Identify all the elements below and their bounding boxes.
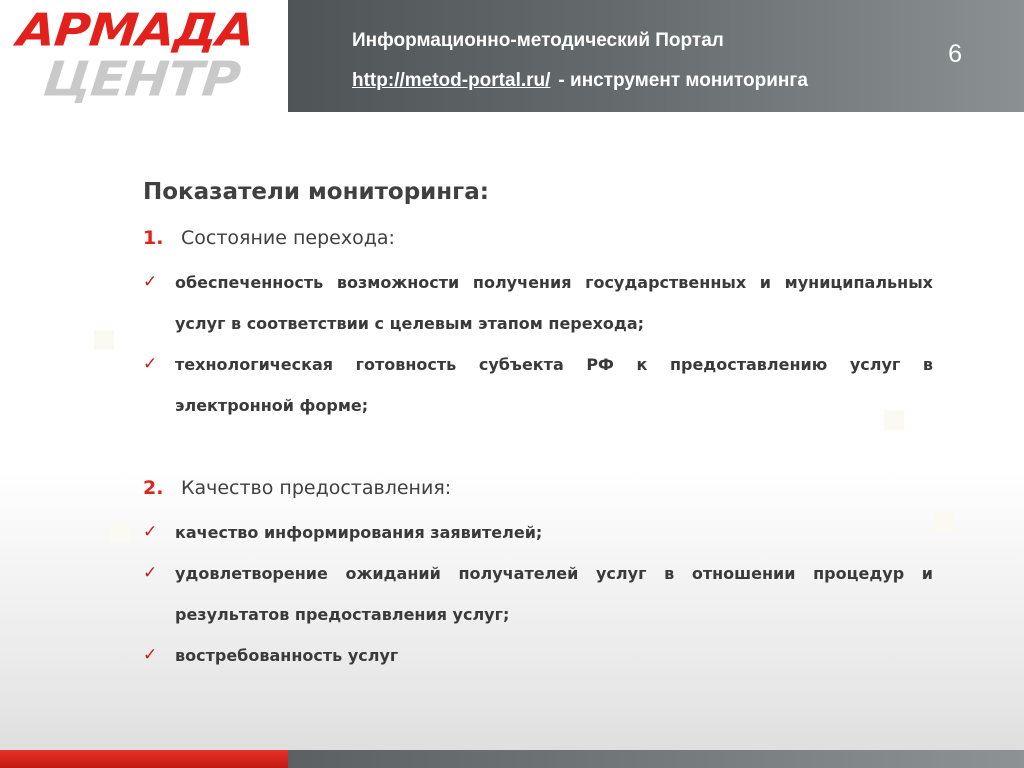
section-title-text: Состояние перехода: [181, 227, 395, 249]
spacer [143, 426, 933, 468]
section-title-text: Качество предоставления: [181, 477, 452, 499]
list-item-text: технологическая готовность субъекта РФ к предоставлению услуг в электронной форме; [175, 355, 933, 415]
checkmark-icon: ✓ [143, 645, 158, 665]
content-heading: Показатели мониторинга: [143, 179, 489, 205]
header-band [288, 0, 1024, 112]
list-item [143, 635, 933, 676]
header-title: Информационно-методический Портал [352, 30, 724, 51]
logo-text-armada: АРМАДА [14, 4, 257, 57]
logo [0, 0, 288, 112]
header-tagline: - инструмент мониторинга [558, 70, 808, 91]
list-item-text: обеспеченность возможности получения государственных и муниципальных услуг в соответствии с целевым этапом перехода; [175, 273, 933, 333]
portal-link[interactable]: http://metod-portal.ru/ [352, 70, 551, 91]
footer-bar-red [0, 750, 288, 768]
checkmark-icon: ✓ [143, 354, 158, 374]
section-number: 2. [143, 477, 164, 499]
checkmark-icon: ✓ [143, 522, 158, 542]
checkmark-icon: ✓ [143, 272, 158, 292]
decor-square [110, 522, 130, 542]
logo-text-center: ЦЕНТР [40, 52, 243, 108]
list-item [143, 512, 933, 553]
list-item-text: удовлетворение ожиданий получателей услуг в отношении процедур и результатов предоставления услуг; [175, 564, 933, 624]
decor-square [934, 512, 954, 532]
section-number: 1. [143, 227, 164, 249]
list-item [143, 344, 933, 426]
header-subtitle [352, 70, 808, 92]
decor-square [94, 330, 114, 350]
list-item [143, 553, 933, 635]
slide-number: 6 [948, 40, 962, 68]
section-title [143, 218, 933, 262]
list-item-text: востребованность услуг [175, 646, 399, 665]
section-title [143, 468, 933, 512]
slide-content [143, 170, 933, 676]
footer-bar-grey [288, 750, 1024, 768]
list-item-text: качество информирования заявителей; [175, 523, 543, 542]
list-item [143, 262, 933, 344]
checkmark-icon: ✓ [143, 563, 158, 583]
